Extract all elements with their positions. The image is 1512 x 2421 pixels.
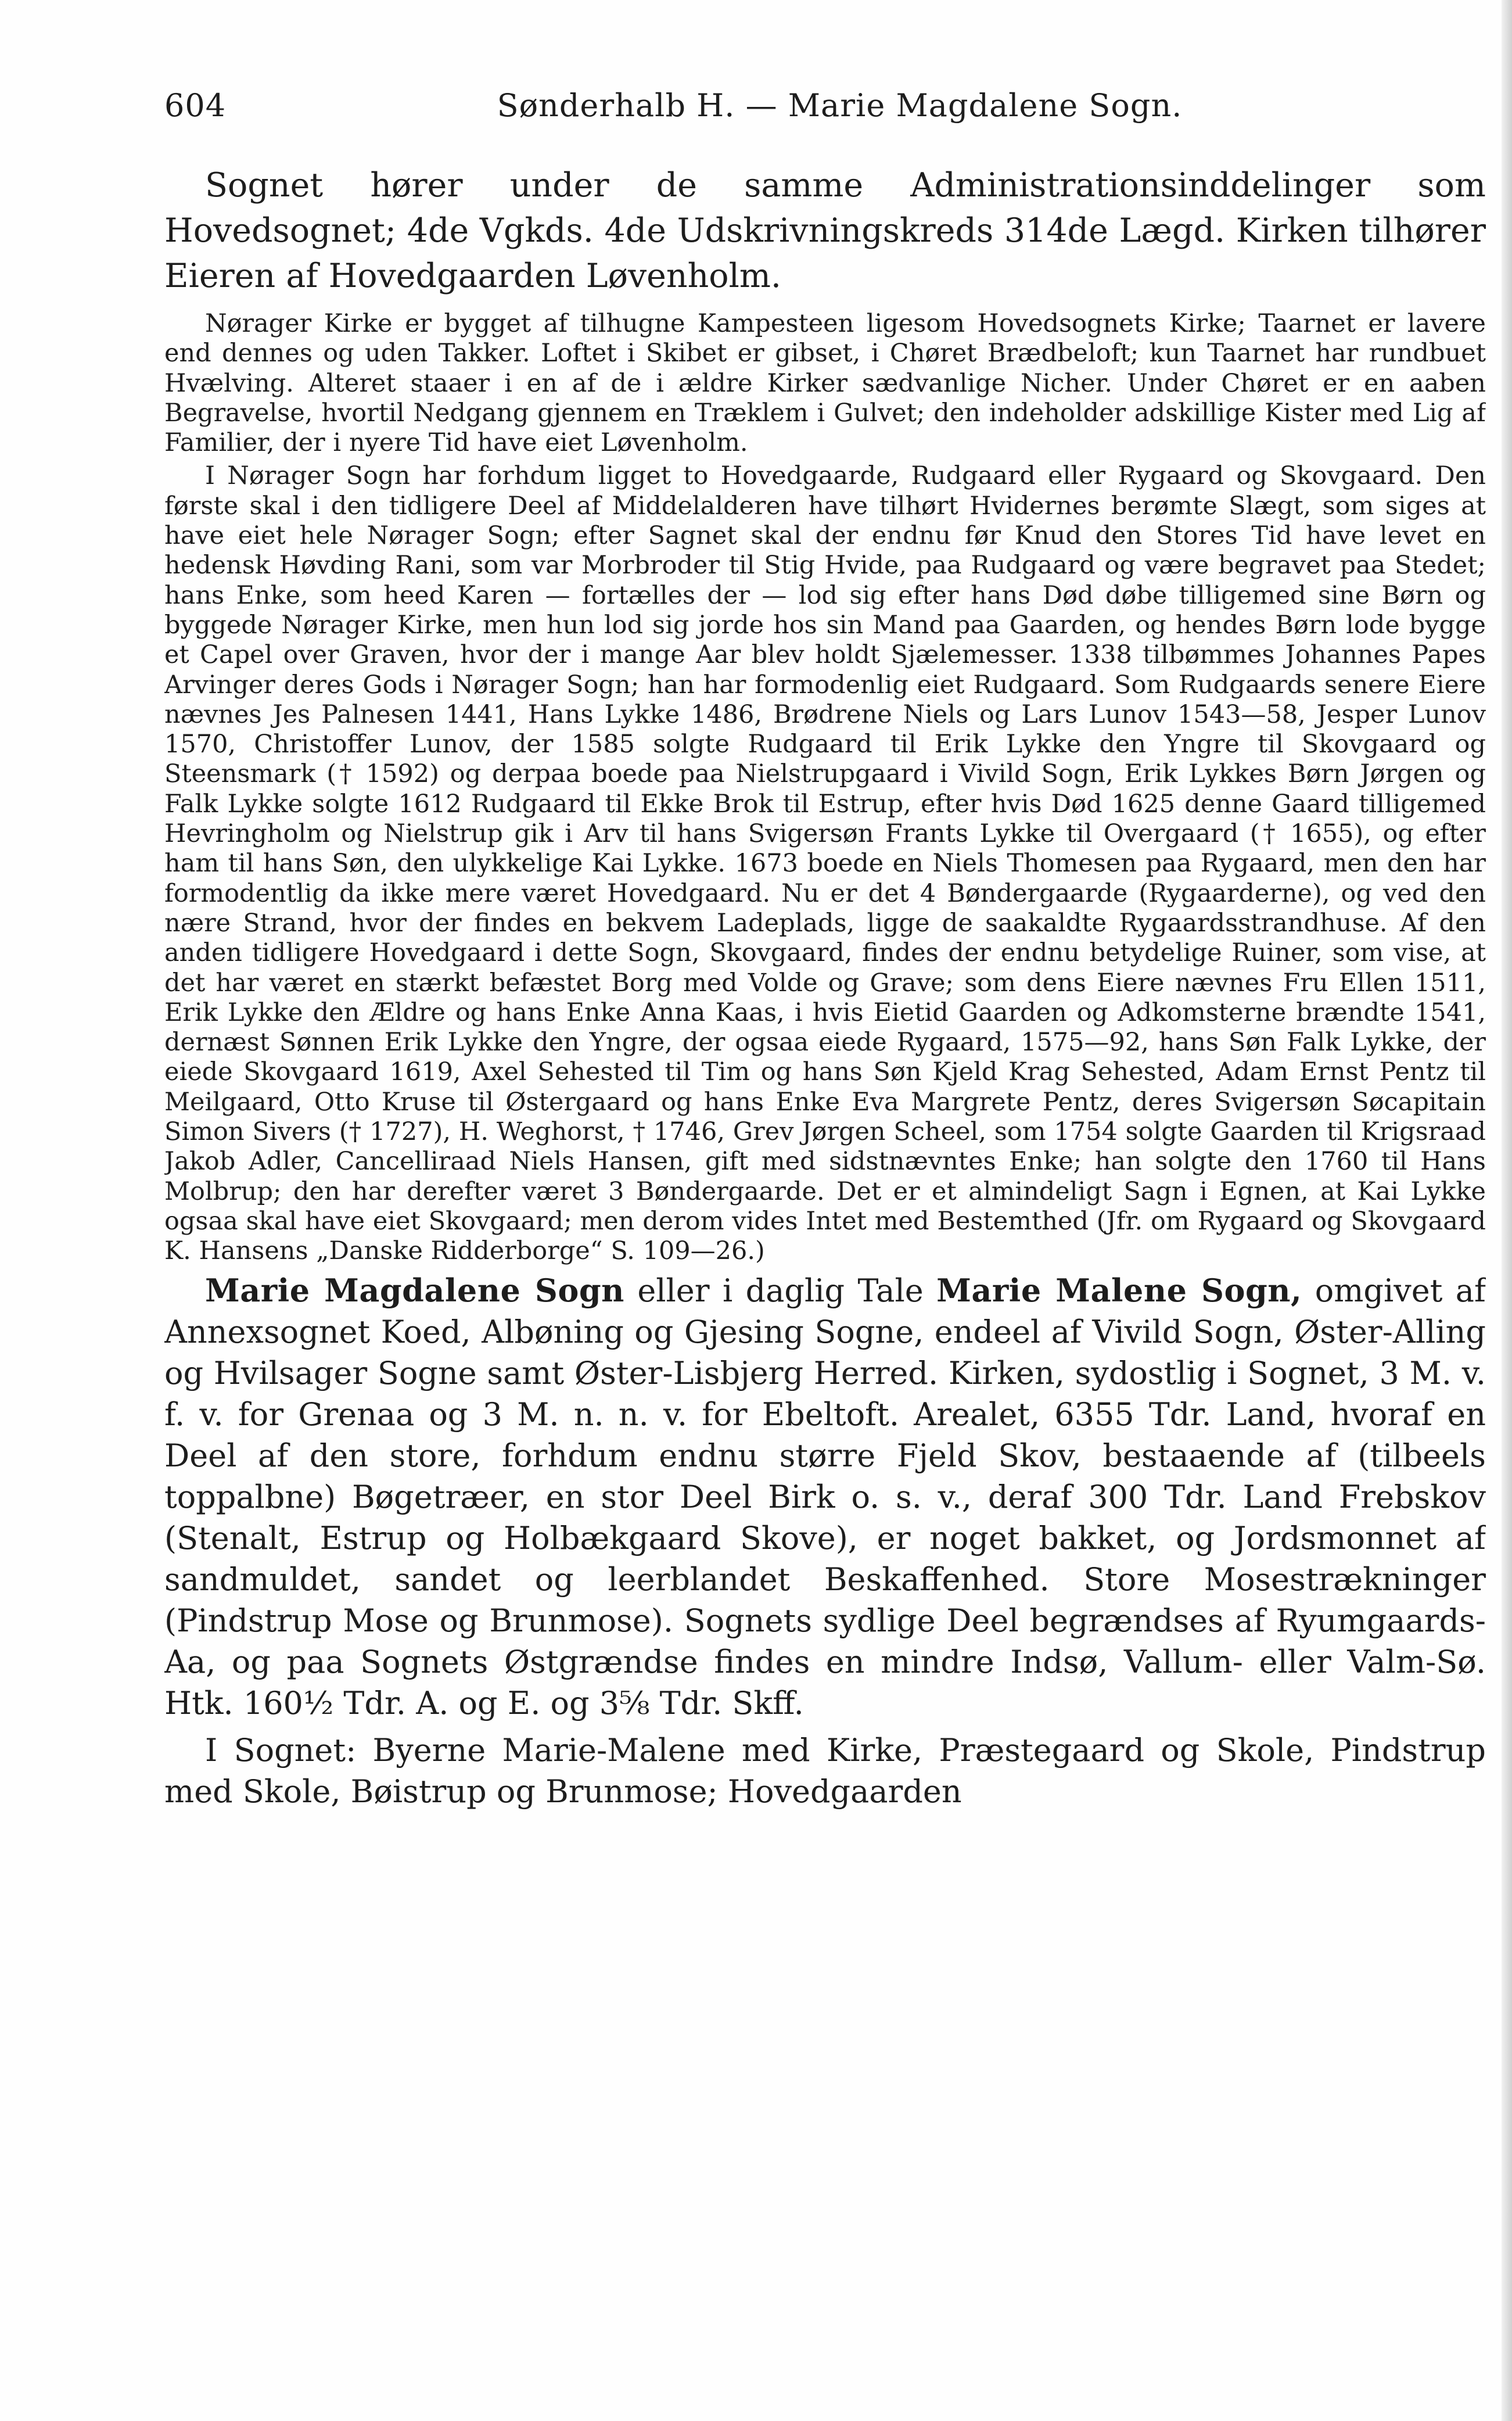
parish-title: Marie Magdalene Sogn <box>205 1271 624 1309</box>
running-title: Sønderhalb H. — Marie Magdalene Sogn. <box>497 87 1183 124</box>
intro-paragraph: Sognet hører under de samme Administrationsinddelinger som Hovedsognet; 4de Vgkds. 4de Udskrivningskreds 314de Lægd. Kirken tilhører Eieren af Hovedgaarden Løvenholm. <box>164 166 1486 295</box>
parish-description-paragraph <box>164 1270 1486 1724</box>
church-description-paragraph: Nørager Kirke er bygget af tilhugne Kampesteen ligesom Hovedsognets Kirke; Taarnet er lavere end dennes og uden Takker. Loftet i Skibet er gibset, i Chøret Brædbeloft; kun Taarnet har rundbuet Hvælving. Alteret staaer i en af de i ældre Kirker sædvanlige Nicher. Under Chøret er en aaben Begravelse, hvortil Nedgang gjennem en Træklem i Gulvet; den indeholder adskillige Kister med Lig af Familier, der i nyere Tid have eiet Løvenholm. <box>164 309 1486 458</box>
villages-paragraph: I Sognet: Byerne Marie-Malene med Kirke, Præstegaard og Skole, Pindstrup med Skole, Bøistrup og Brunmose; Hovedgaarden <box>164 1731 1486 1810</box>
parish-title-connector: eller i daglig Tale <box>637 1272 924 1309</box>
page <box>164 87 1486 2388</box>
page-header <box>164 87 1486 151</box>
manor-history-paragraph: I Nørager Sogn har forhdum ligget to Hovedgaarde, Rudgaard eller Rygaard og Skovgaard. Den første skal i den tidligere Deel af Middelalderen have tilhørt Hvidernes berømte Slægt, som siges at have eiet hele Nørager Sogn; efter Sagnet skal der endnu før Knud den Stores Tid have levet en hedensk Høvding Rani, som var Morbroder til Stig Hvide, paa Rudgaard og være begravet paa Stedet; hans Enke, som heed Karen — fortælles der — lod sig efter hans Død døbe tilligemed sine Børn og byggede Nørager Kirke, men hun lod sig jorde hos sin Mand paa Gaarden, og hendes Børn lode bygge et Capel over Graven, hvor der i mange Aar blev holdt Sjælemesser. 1338 tilbømmes Johannes Papes Arvinger deres Gods i Nørager Sogn; han har formodenlig eiet Rudgaard. Som Rudgaards senere Eiere nævnes Jes Palnesen 1441, Hans Lykke 1486, Brødrene Niels og Lars Lunov 1543—58, Jesper Lunov 1570, Christoffer Lunov, der 1585 solgte Rudgaard til Erik Lykke den Yngre til Skovgaard og Steensmark († 1592) og derpaa boede paa Nielstrupgaard i Vivild Sogn, Erik Lykkes Børn Jørgen og Falk Lykke solgte 1612 Rudgaard til Ekke Brok til Estrup, efter hvis Død 1625 denne Gaard tilligemed Hevringholm og Nielstrup gik i Arv til hans Svigersøn Frants Lykke til Overgaard († 1655), og efter ham til hans Søn, den ulykkelige Kai Lykke. 1673 boede en Niels Thomesen paa Rygaard, men den har formodentlig da ikke mere været Hovedgaard. Nu er det 4 Bøndergaarde (Rygaarderne), og ved den nære Strand, hvor der findes en bekvem Ladeplads, ligge de saakaldte Rygaardsstrandhuse. Af den anden tidligere Hovedgaard i dette Sogn, Skovgaard, findes der endnu betydelige Ruiner, som vise, at det har været en stærkt befæstet Borg med Volde og Grave; som dens Eiere nævnes Fru Ellen 1511, Erik Lykke den Ældre og hans Enke Anna Kaas, i hvis Eietid Gaarden og Adkomsterne brændte 1541, dernæst Sønnen Erik Lykke den Yngre, der ogsaa eiede Rygaard, 1575—92, hans Søn Falk Lykke, der eiede Skovgaard 1619, Axel Sehested til Tim og hans Søn Kjeld Krag Sehested, Adam Ernst Pentz til Meilgaard, Otto Kruse til Østergaard og hans Enke Eva Margrete Pentz, deres Svigersøn Søcapitain Simon Sivers († 1727), H. Weghorst, † 1746, Grev Jørgen Scheel, som 1754 solgte Gaarden til Krigsraad Jakob Adler, Cancelliraad Niels Hansen, gift med sidstnævntes Enke; han solgte den 1760 til Hans Molbrup; den har derefter været 3 Bøndergaarde. Det er et almindeligt Sagn i Egnen, at Kai Lykke ogsaa skal have eiet Skovgaard; men derom vides Intet med Bestemthed (Jfr. om Rygaard og Skovgaard K. Hansens „Danske Ridderborge“ S. 109—26.) <box>164 461 1486 1266</box>
page-edge-shadow <box>1502 0 1512 2421</box>
parish-alt-title: Marie Malene Sogn, <box>936 1271 1302 1309</box>
parish-description-text: omgivet af Annexsognet Koed, Albøning og Gjesing Sogne, endeel af Vivild Sogn, Øster-Alling og Hvilsager Sogne samt Øster-Lisbjerg Herred. Kirken, sydostlig i Sognet, 3 M. v. f. v. for Grenaa og 3 M. n. n. v. for Ebeltoft. Arealet, 6355 Tdr. Land, hvoraf en Deel af den store, forhdum endnu større Fjeld Skov, bestaaende af (tilbeels toppalbne) Bøgetræer, en stor Deel Birk o. s. v., deraf 300 Tdr. Land Frebskov (Stenalt, Estrup og Holbækgaard Skove), er noget bakket, og Jordsmonnet af sandmuldet, sandet og leerblandet Beskaffenhed. Store Mosestrækninger (Pindstrup Mose og Brunmose). Sognets sydlige Deel begrændses af Ryumgaards-Aa, og paa Sognets Østgrændse findes en mindre Indsø, Vallum- eller Valm-Sø. Htk. 160½ Tdr. A. og E. og 3⅝ Tdr. Skff. <box>164 1272 1486 1721</box>
page-number: 604 <box>164 87 227 124</box>
